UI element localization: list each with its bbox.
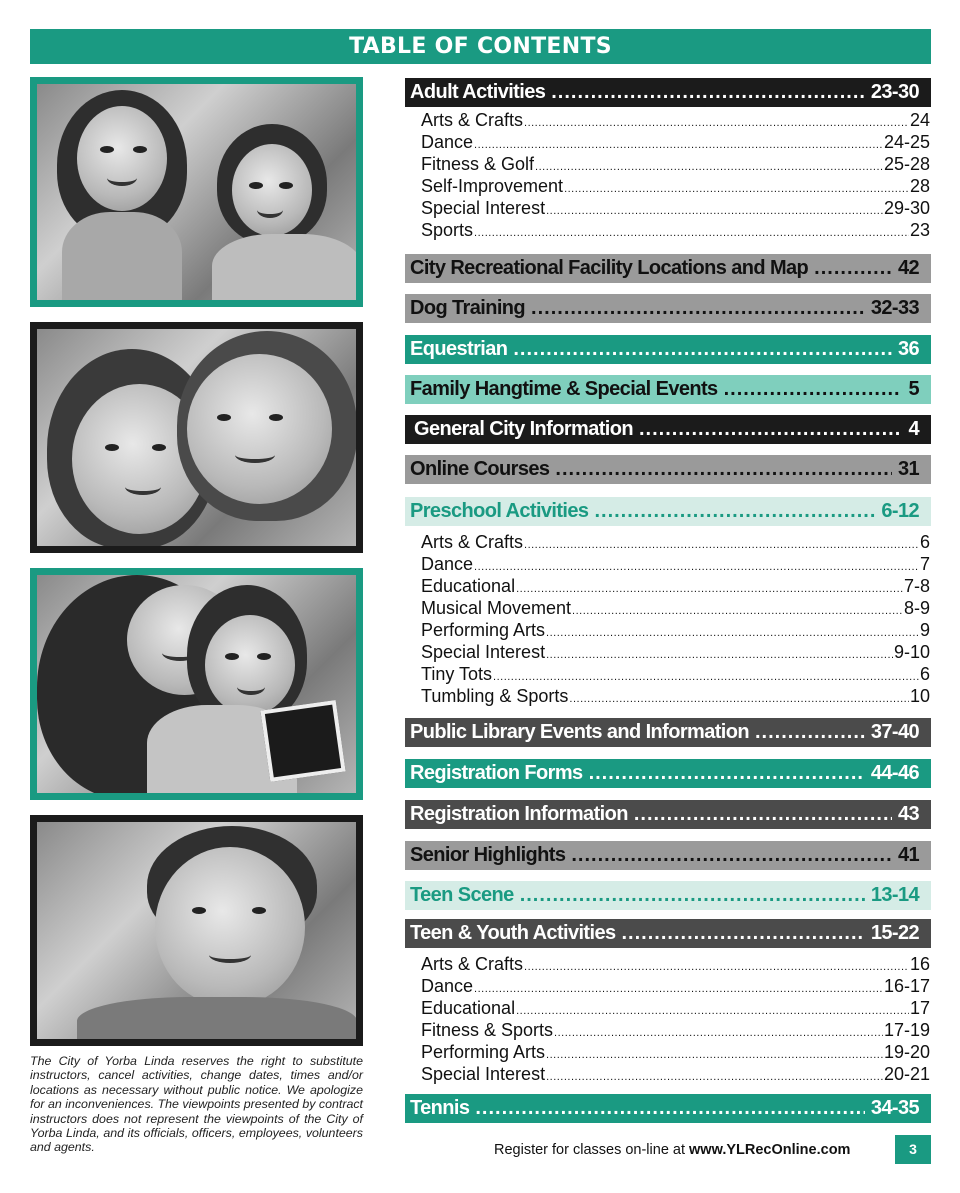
toc-page-number: 37-40 [870, 721, 919, 743]
toc-item-pages: 25-28 [883, 154, 930, 174]
toc-item[interactable] [421, 153, 930, 175]
toc-item-label: Fitness & Golf [421, 154, 535, 174]
dot-leader [520, 881, 865, 910]
toc-item[interactable] [421, 1041, 930, 1063]
toc-section-label: General City Information [414, 418, 633, 440]
toc-item[interactable] [421, 619, 930, 641]
toc-section-online-courses[interactable] [405, 455, 931, 484]
footer-register-label: Register for classes on-line at [494, 1142, 690, 1158]
toc-section-label: Dog Training [410, 297, 526, 319]
toc-section-registration-forms[interactable] [405, 759, 931, 788]
toc-item-label: Arts & Crafts [421, 110, 524, 130]
toc-item-pages: 8-9 [903, 598, 930, 618]
toc-item-label: Special Interest [421, 642, 546, 662]
dot-leader [724, 375, 903, 404]
dot-leader [531, 294, 865, 323]
toc-item-label: Self-Improvement [421, 176, 564, 196]
toc-item-label: Arts & Crafts [421, 954, 524, 974]
dot-leader [546, 1066, 883, 1088]
toc-item-label: Educational [421, 998, 516, 1018]
toc-item-label: Tiny Tots [421, 664, 493, 684]
toc-item[interactable] [421, 685, 930, 707]
toc-item[interactable] [421, 531, 930, 553]
photo-smiling-boy [30, 815, 363, 1046]
toc-page-number: 31 [897, 458, 919, 480]
toc-section-label: Teen & Youth Activities [410, 922, 616, 944]
dot-leader [634, 800, 892, 829]
toc-section-teen-youth-activities[interactable] [405, 919, 931, 948]
toc-section-general-city-info[interactable] [405, 415, 931, 444]
toc-section-label: Registration Forms [410, 762, 583, 784]
page-title: TABLE OF CONTENTS [30, 29, 931, 64]
dot-leader [569, 688, 909, 710]
toc-item-label: Dance [421, 554, 474, 574]
toc-section-tennis[interactable] [405, 1094, 931, 1123]
toc-item-pages: 9-10 [893, 642, 930, 662]
toc-item-label: Performing Arts [421, 1042, 546, 1062]
toc-item-pages: 28 [909, 176, 930, 196]
footer-register-text [494, 1141, 850, 1159]
toc-item[interactable] [421, 197, 930, 219]
toc-item[interactable] [421, 109, 930, 131]
toc-item-pages: 19-20 [883, 1042, 930, 1062]
toc-page-number: 4 [908, 418, 919, 440]
toc-item[interactable] [421, 641, 930, 663]
toc-page-number: 6-12 [881, 500, 919, 522]
toc-section-label: Teen Scene [410, 884, 514, 906]
toc-item[interactable] [421, 663, 930, 685]
toc-item-pages: 7-8 [903, 576, 930, 596]
toc-page-number: 13-14 [870, 884, 919, 906]
toc-item-pages: 20-21 [883, 1064, 930, 1084]
toc-page-number: 34-35 [870, 1097, 919, 1119]
toc-item-label: Fitness & Sports [421, 1020, 554, 1040]
toc-item[interactable] [421, 175, 930, 197]
toc-item-pages: 7 [919, 554, 930, 574]
toc-section-preschool-activities[interactable] [405, 497, 931, 526]
toc-section-label: Adult Activities [410, 81, 546, 103]
toc-item-label: Dance [421, 132, 474, 152]
toc-item[interactable] [421, 975, 930, 997]
toc-page-number: 42 [897, 257, 919, 279]
dot-leader [639, 415, 902, 444]
toc-section-adult-activities[interactable] [405, 78, 931, 107]
toc-item-pages: 29-30 [883, 198, 930, 218]
footer-website-link[interactable]: www.YLRecOnline.com [689, 1142, 851, 1158]
dot-leader [814, 254, 892, 283]
toc-item-label: Sports [421, 220, 474, 240]
dot-leader [513, 335, 892, 364]
toc-item[interactable] [421, 131, 930, 153]
toc-item[interactable] [421, 575, 930, 597]
toc-section-family-hangtime[interactable] [405, 375, 931, 404]
toc-page-number: 32-33 [870, 297, 919, 319]
toc-section-public-library[interactable] [405, 718, 931, 747]
toc-item-pages: 17-19 [883, 1020, 930, 1040]
toc-page-number: 15-22 [870, 922, 919, 944]
toc-section-facility-locations[interactable] [405, 254, 931, 283]
toc-item[interactable] [421, 597, 930, 619]
toc-section-registration-info[interactable] [405, 800, 931, 829]
toc-item-label: Dance [421, 976, 474, 996]
toc-item-pages: 16-17 [883, 976, 930, 996]
toc-item-label: Arts & Crafts [421, 532, 524, 552]
dot-leader [475, 1094, 864, 1123]
toc-section-label: Equestrian [410, 338, 508, 360]
toc-item-pages: 9 [919, 620, 930, 640]
toc-page-number: 44-46 [870, 762, 919, 784]
page-number-badge: 3 [895, 1135, 931, 1164]
dot-leader [589, 759, 865, 788]
toc-item[interactable] [421, 1019, 930, 1041]
toc-item-pages: 24-25 [883, 132, 930, 152]
toc-page-number: 5 [908, 378, 919, 400]
toc-section-label: Public Library Events and Information [410, 721, 749, 743]
toc-item[interactable] [421, 997, 930, 1019]
toc-item-pages: 24 [909, 110, 930, 130]
toc-section-equestrian[interactable] [405, 335, 931, 364]
toc-item-pages: 16 [909, 954, 930, 974]
toc-item-label: Tumbling & Sports [421, 686, 569, 706]
dot-leader [594, 497, 875, 526]
dot-leader [551, 78, 865, 107]
dot-leader [555, 455, 892, 484]
toc-item-label: Special Interest [421, 1064, 546, 1084]
dot-leader [755, 718, 865, 747]
toc-section-dog-training[interactable] [405, 294, 931, 323]
toc-item[interactable] [421, 553, 930, 575]
toc-item[interactable] [421, 953, 930, 975]
toc-item-pages: 6 [919, 664, 930, 684]
photo-two-girls [30, 77, 363, 307]
toc-section-label: Family Hangtime & Special Events [410, 378, 718, 400]
photo-hugging-girls [30, 322, 363, 553]
toc-section-label: Tennis [410, 1097, 470, 1119]
toc-page-number: 23-30 [870, 81, 919, 103]
toc-item[interactable] [421, 219, 930, 241]
toc-section-label: Preschool Activities [410, 500, 589, 522]
toc-section-label: Registration Information [410, 803, 628, 825]
toc-section-senior-highlights[interactable] [405, 841, 931, 870]
toc-item-label: Educational [421, 576, 516, 596]
toc-item-label: Musical Movement [421, 598, 572, 618]
disclaimer-text: The City of Yorba Linda reserves the right to substitute instructors, cancel activities, change dates, times and/or locations as necessary without public notice. We apologize for an inconveniences. The viewpoints presented by contract instructors does not represent the viewpoints of the City of Yorba Linda, and its officials, officers, employees, volunteers and agents. [30, 1054, 363, 1155]
toc-page-number: 36 [897, 338, 919, 360]
toc-item-label: Special Interest [421, 198, 546, 218]
toc-page-number: 41 [897, 844, 919, 866]
toc-item-pages: 17 [909, 998, 930, 1018]
toc-section-label: City Recreational Facility Locations and Map [410, 257, 809, 279]
toc-item-pages: 6 [919, 532, 930, 552]
toc-item[interactable] [421, 1063, 930, 1085]
toc-section-teen-scene[interactable] [405, 881, 931, 910]
toc-item-pages: 10 [909, 686, 930, 706]
dot-leader [571, 841, 892, 870]
toc-item-label: Performing Arts [421, 620, 546, 640]
photo-mother-daughter [30, 568, 363, 800]
toc-section-label: Online Courses [410, 458, 550, 480]
dot-leader [474, 222, 909, 244]
dot-leader [622, 919, 865, 948]
toc-page-number: 43 [897, 803, 919, 825]
toc-section-label: Senior Highlights [410, 844, 566, 866]
toc-item-pages: 23 [909, 220, 930, 240]
